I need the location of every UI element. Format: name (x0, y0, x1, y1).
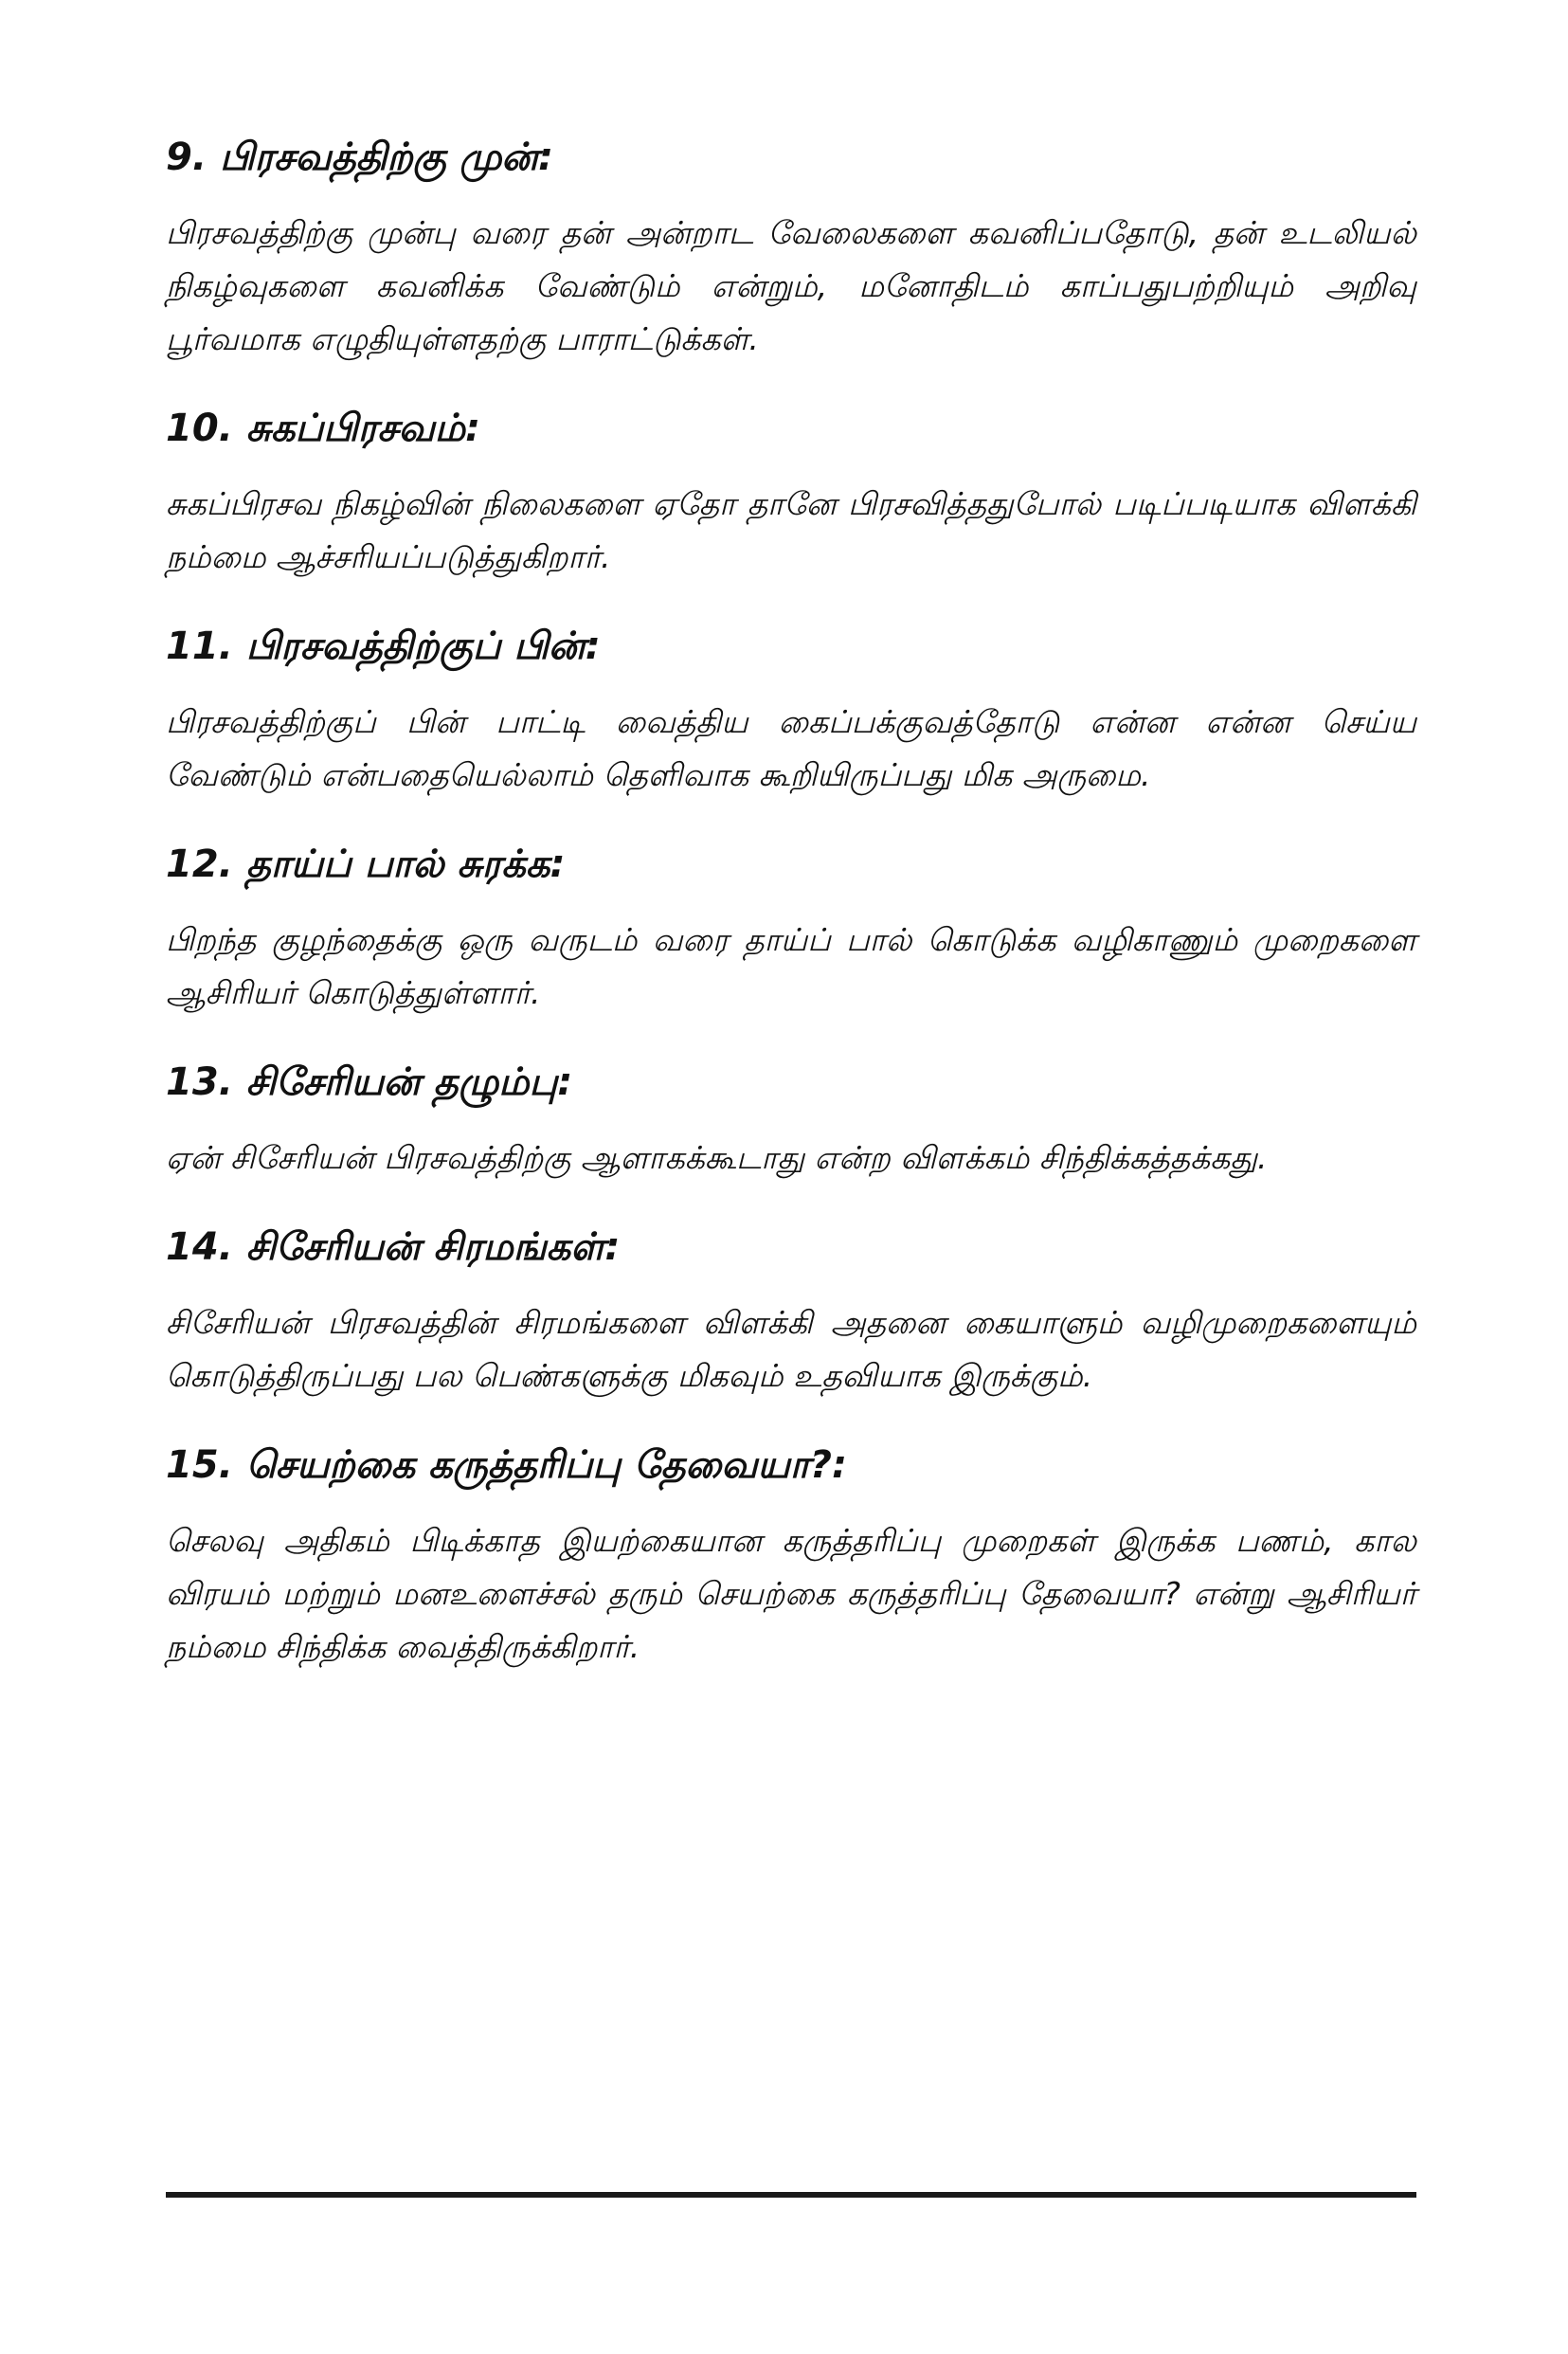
footer-rule (166, 2192, 1416, 2198)
section-heading: 10. சுகப்பிரசவம்: (166, 407, 480, 450)
section-14 (166, 1222, 1416, 1403)
section-heading: 13. சிசேரியன் தழும்பு: (166, 1060, 573, 1104)
section-heading: 14. சிசேரியன் சிரமங்கள்: (166, 1225, 621, 1269)
section-heading: 15. செயற்கை கருத்தரிப்பு தேவையா?: (166, 1443, 847, 1487)
section-heading: 12. தாய்ப் பால் சுரக்க: (166, 842, 566, 886)
section-11 (166, 622, 1416, 802)
section-body: பிறந்த குழந்தைக்கு ஒரு வருடம் வரை தாய்ப் பால் கொடுக்க வழிகாணும் முறைகளை ஆசிரியர் கொடுத்துள்ளார். (166, 921, 1416, 1011)
section-body: பிரசவத்திற்கு முன்பு வரை தன் அன்றாட வேலைகளை கவனிப்பதோடு, தன் உடலியல் நிகழ்வுகளை கவனிக்க வேண்டும் என்றும், மனோதிடம் காப்பதுபற்றியும் அறிவு பூர்வமாக எழுதியுள்ளதற்கு பாராட்டுக்கள். (166, 214, 1416, 357)
section-10 (166, 404, 1416, 584)
section-body: ஏன் சிசேரியன் பிரசவத்திற்கு ஆளாகக்கூடாது என்ற விளக்கம் சிந்திக்கத்தக்கது. (166, 1139, 1268, 1176)
document-page (166, 133, 1416, 1711)
section-9 (166, 133, 1416, 366)
section-13 (166, 1058, 1416, 1185)
section-heading: 11. பிரசவத்திற்குப் பின்: (166, 625, 601, 668)
section-body: சிசேரியன் பிரசவத்தின் சிரமங்களை விளக்கி அதனை கையாளும் வழிமுறைகளையும் கொடுத்திருப்பது பல பெண்களுக்கு மிகவும் உதவியாக இருக்கும். (166, 1304, 1416, 1394)
section-body: செலவு அதிகம் பிடிக்காத இயற்கையான கருத்தரிப்பு முறைகள் இருக்க பணம், கால விரயம் மற்றும் மனஉளைச்சல் தரும் செயற்கை கருத்தரிப்பு தேவையா? என்று ஆசிரியர் நம்மை சிந்திக்க வைத்திருக்கிறார். (166, 1522, 1416, 1665)
section-12 (166, 840, 1416, 1020)
section-body: சுகப்பிரசவ நிகழ்வின் நிலைகளை ஏதோ தானே பிரசவித்ததுபோல் படிப்படியாக விளக்கி நம்மை ஆச்சரியப்படுத்துகிறார். (166, 485, 1416, 575)
section-15 (166, 1440, 1416, 1674)
section-heading: 9. பிரசவத்திற்கு முன்: (166, 136, 554, 179)
section-body: பிரசவத்திற்குப் பின் பாட்டி வைத்திய கைப்பக்குவத்தோடு என்ன என்ன செய்ய வேண்டும் என்பதையெல்லாம் தெளிவாக கூறியிருப்பது மிக அருமை. (166, 703, 1416, 793)
